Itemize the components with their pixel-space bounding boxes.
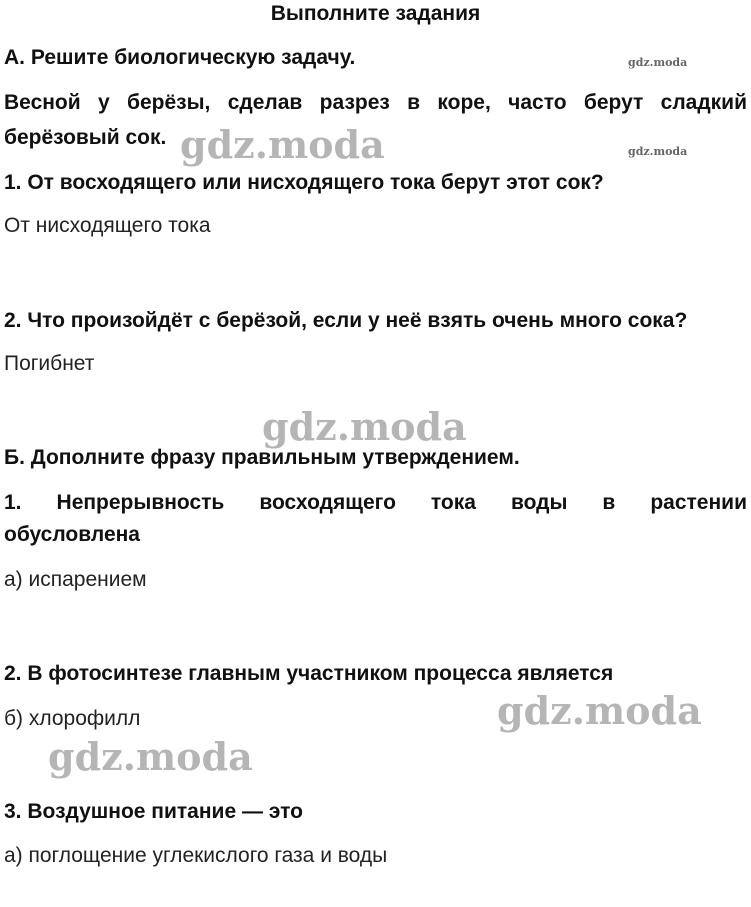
- watermark-small: gdz.moda: [628, 56, 688, 69]
- answer-b3: а) поглощение углекислого газа и воды: [4, 844, 388, 867]
- question-b3: 3. Воздушное питание — это: [4, 800, 303, 823]
- answer-b1: а) испарением: [4, 568, 147, 591]
- section-a-heading: А. Решите биологическую задачу.: [4, 46, 356, 69]
- section-b-heading: Б. Дополните фразу правильным утверждением.: [4, 446, 520, 469]
- problem-text-line-1: Весной у берёзы, сделав разрез в коре, часто берут сладкий: [4, 91, 747, 114]
- watermark-large: gdz.moda: [262, 404, 467, 449]
- watermark-small: gdz.moda: [628, 145, 688, 158]
- problem-text-line-2: берёзовый сок.: [4, 126, 167, 149]
- question-b2: 2. В фотосинтезе главным участником процесса является: [4, 662, 614, 685]
- page-title: Выполните задания: [270, 2, 481, 25]
- question-a1: 1. От восходящего или нисходящего тока берут этот сок?: [4, 171, 604, 194]
- answer-b2: б) хлорофилл: [4, 707, 141, 730]
- watermark-large: gdz.moda: [497, 688, 702, 733]
- question-b1-line-1: 1. Непрерывность восходящего тока воды в растении: [4, 491, 747, 514]
- watermark-large: gdz.moda: [48, 734, 253, 779]
- answer-a1: От нисходящего тока: [4, 214, 211, 237]
- question-b1-line-2: обусловлена: [4, 523, 140, 546]
- answer-a2: Погибнет: [4, 352, 95, 375]
- question-a2: 2. Что произойдёт с берёзой, если у неё взять очень много сока?: [4, 309, 688, 332]
- watermark-large: gdz.moda: [180, 122, 385, 167]
